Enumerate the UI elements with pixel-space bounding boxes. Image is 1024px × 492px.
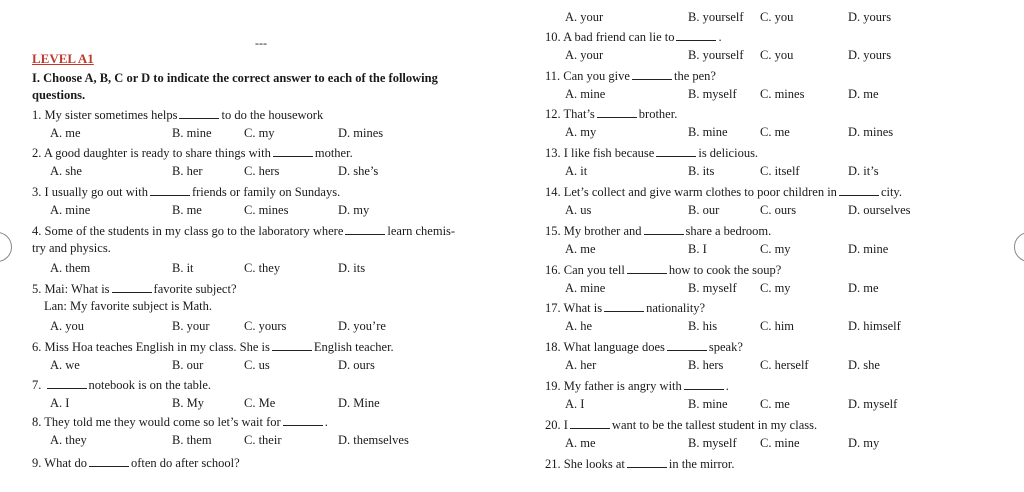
answer-option[interactable]: B. myself — [688, 281, 737, 295]
answer-blank[interactable] — [632, 68, 672, 80]
answer-option[interactable]: C. my — [760, 242, 791, 256]
question-text: What language does — [563, 340, 665, 354]
answer-option[interactable]: D. she’s — [338, 164, 379, 178]
answer-option[interactable]: A. I — [565, 397, 585, 411]
question-line — [32, 184, 340, 200]
question-line — [32, 414, 328, 430]
answer-option[interactable]: D. me — [848, 281, 879, 295]
answer-option[interactable]: A. he — [565, 319, 593, 333]
answer-option[interactable]: B. yourself — [688, 48, 744, 62]
answer-option[interactable]: A. them — [50, 261, 91, 275]
answer-option[interactable]: A. me — [50, 126, 81, 140]
answer-option[interactable]: C. mines — [244, 203, 289, 217]
question-line — [32, 107, 323, 123]
answer-option[interactable]: A. we — [50, 358, 80, 372]
question-text: I — [563, 418, 568, 432]
question-text: in the mirror. — [668, 457, 735, 471]
answer-option[interactable]: A. she — [50, 164, 82, 178]
answer-option[interactable]: A. your — [565, 10, 604, 24]
answer-blank[interactable] — [150, 184, 190, 196]
question-number: 3. — [32, 185, 42, 199]
question-line — [545, 145, 758, 161]
answer-option[interactable]: C. Me — [244, 396, 276, 410]
answer-option[interactable]: C. me — [760, 125, 790, 139]
answer-option[interactable]: B. his — [688, 319, 718, 333]
header-dash: --- — [255, 36, 267, 50]
question-text: friends or family on Sundays. — [191, 185, 341, 199]
answer-option[interactable]: B. mine — [688, 397, 728, 411]
answer-option[interactable]: D. my — [338, 203, 370, 217]
instruction-heading: I. Choose A, B, C or D to indicate the correct answer to each of the following questions. — [32, 71, 438, 102]
answer-option[interactable]: C. me — [760, 397, 790, 411]
question-continuation: try and physics. — [32, 241, 111, 255]
answer-option[interactable]: B. My — [172, 396, 204, 410]
answer-option[interactable]: B. I — [688, 242, 707, 256]
question-text: Some of the students in my class go to the laboratory where — [44, 224, 344, 238]
answer-blank[interactable] — [604, 300, 644, 312]
answer-option[interactable]: C. my — [760, 281, 791, 295]
answer-blank[interactable] — [179, 107, 219, 119]
answer-blank[interactable] — [345, 223, 385, 235]
answer-blank[interactable] — [839, 184, 879, 196]
answer-option[interactable]: C. you — [760, 48, 794, 62]
answer-option[interactable]: D. myself — [848, 397, 898, 411]
answer-option[interactable]: B. our — [688, 203, 720, 217]
question-number: 2. — [32, 146, 42, 160]
answer-option[interactable]: B. it — [172, 261, 194, 275]
answer-option[interactable]: B. hers — [688, 358, 724, 372]
answer-option[interactable]: A. mine — [50, 203, 91, 217]
answer-blank[interactable] — [627, 262, 667, 274]
question-text: speak? — [708, 340, 743, 354]
answer-option[interactable]: B. its — [688, 164, 715, 178]
question-text: favorite subject? — [153, 282, 237, 296]
answer-option[interactable]: C. my — [244, 126, 275, 140]
answer-option[interactable]: A. us — [565, 203, 592, 217]
question-line — [32, 455, 240, 471]
question-line — [545, 29, 722, 45]
answer-option[interactable]: D. yours — [848, 48, 892, 62]
question-text: to do the housework — [221, 108, 324, 122]
answer-option[interactable]: C. mines — [760, 87, 805, 101]
question-line — [32, 145, 353, 161]
answer-option[interactable]: A. her — [565, 358, 597, 372]
answer-option[interactable]: D. my — [848, 436, 880, 450]
answer-option[interactable]: D. yours — [848, 10, 892, 24]
question-line — [32, 339, 394, 355]
question-number: 17. — [545, 301, 561, 315]
answer-blank[interactable] — [112, 281, 152, 293]
answer-option[interactable]: B. her — [172, 164, 203, 178]
question-number: 9. — [32, 456, 42, 470]
question-number: 4. — [32, 224, 42, 238]
answer-blank[interactable] — [644, 223, 684, 235]
answer-option[interactable]: C. they — [244, 261, 281, 275]
question-text: mother. — [314, 146, 353, 160]
answer-option[interactable]: D. ourselves — [848, 203, 911, 217]
question-text: Can you tell — [563, 263, 625, 277]
question-text: I like fish because — [563, 146, 655, 160]
answer-blank[interactable] — [89, 455, 129, 467]
question-text: English teacher. — [313, 340, 394, 354]
question-number: 20. — [545, 418, 561, 432]
question-text: She looks at — [563, 457, 625, 471]
answer-option[interactable]: A. mine — [565, 87, 606, 101]
answer-blank[interactable] — [656, 145, 696, 157]
answer-option[interactable]: C. itself — [760, 164, 800, 178]
question-number: 10. — [545, 30, 561, 44]
question-number: 7. — [32, 378, 42, 392]
answer-option[interactable]: D. me — [848, 87, 879, 101]
question-text: . — [718, 30, 722, 44]
answer-blank[interactable] — [667, 339, 707, 351]
page-hole-right — [1014, 232, 1024, 262]
question-continuation: Lan: My favorite subject is Math. — [44, 299, 213, 313]
question-text: A bad friend can lie to — [563, 30, 675, 44]
answer-option[interactable]: C. him — [760, 319, 795, 333]
question-line — [545, 262, 781, 278]
question-text: My brother and — [563, 224, 642, 238]
question-line — [545, 106, 677, 122]
question-text: My father is angry with — [563, 379, 682, 393]
question-text: learn chemis- — [387, 224, 456, 238]
answer-option[interactable]: D. she — [848, 358, 880, 372]
question-number: 13. — [545, 146, 561, 160]
answer-option[interactable]: C. mine — [760, 436, 800, 450]
answer-option[interactable]: D. mine — [848, 242, 889, 256]
question-text: want to be the tallest student in my class. — [611, 418, 818, 432]
answer-option[interactable]: A. me — [565, 436, 596, 450]
question-text: Can you give — [563, 69, 630, 83]
question-line — [545, 68, 716, 84]
question-line — [545, 184, 902, 200]
answer-option[interactable]: D. mines — [848, 125, 894, 139]
answer-option[interactable]: C. hers — [244, 164, 280, 178]
question-text: the pen? — [673, 69, 716, 83]
answer-option[interactable]: D. you’re — [338, 319, 386, 333]
question-text: often do after school? — [130, 456, 240, 470]
answer-option[interactable]: C. us — [244, 358, 270, 372]
question-number: 21. — [545, 457, 561, 471]
answer-blank[interactable] — [272, 339, 312, 351]
answer-blank[interactable] — [627, 456, 667, 468]
answer-blank[interactable] — [676, 29, 716, 41]
answer-blank[interactable] — [283, 414, 323, 426]
answer-option[interactable]: B. myself — [688, 436, 737, 450]
question-text: nationality? — [646, 301, 706, 315]
answer-option[interactable]: A. they — [50, 433, 87, 447]
question-text: Mai: What is — [44, 282, 110, 296]
answer-option[interactable]: D. Mine — [338, 396, 380, 410]
answer-option[interactable]: D. it’s — [848, 164, 879, 178]
answer-option[interactable]: A. you — [50, 319, 85, 333]
answer-option[interactable]: C. you — [760, 10, 794, 24]
answer-option[interactable]: B. mine — [172, 126, 212, 140]
question-text: Miss Hoa teaches English in my class. She is — [44, 340, 270, 354]
answer-option[interactable]: D. ours — [338, 358, 375, 372]
question-number: 1. — [32, 108, 42, 122]
question-text: That’s — [563, 107, 595, 121]
answer-blank[interactable] — [597, 106, 637, 118]
question-text: . — [324, 415, 328, 429]
answer-option[interactable]: C. yours — [244, 319, 287, 333]
answer-option[interactable]: B. yourself — [688, 10, 744, 24]
question-line — [545, 378, 729, 394]
question-text: What is — [563, 301, 603, 315]
question-text: A good daughter is ready to share things with — [43, 146, 271, 160]
question-text: I usually go out with — [44, 185, 148, 199]
question-number: 18. — [545, 340, 561, 354]
answer-option[interactable]: B. our — [172, 358, 204, 372]
question-line — [32, 223, 455, 239]
question-line — [32, 377, 211, 393]
answer-option[interactable]: C. ours — [760, 203, 797, 217]
question-number: 19. — [545, 379, 561, 393]
question-text: They told me they would come so let’s wait for — [44, 415, 281, 429]
answer-option[interactable]: D. themselves — [338, 433, 409, 447]
question-number: 16. — [545, 263, 561, 277]
answer-blank[interactable] — [273, 145, 313, 157]
page-hole-left — [0, 232, 12, 262]
answer-option[interactable]: B. myself — [688, 87, 737, 101]
question-number: 11. — [545, 69, 561, 83]
answer-option[interactable]: A. me — [565, 242, 596, 256]
answer-option[interactable]: A. mine — [565, 281, 606, 295]
answer-option[interactable]: D. its — [338, 261, 366, 275]
question-text: . — [725, 379, 729, 393]
answer-option[interactable]: A. your — [565, 48, 604, 62]
question-line — [545, 300, 705, 316]
answer-option[interactable]: A. it — [565, 164, 588, 178]
question-line — [32, 281, 237, 297]
answer-option[interactable]: B. your — [172, 319, 210, 333]
question-number: 15. — [545, 224, 561, 238]
question-text: how to cook the soup? — [668, 263, 782, 277]
question-number: 6. — [32, 340, 42, 354]
answer-option[interactable]: D. mines — [338, 126, 384, 140]
question-line — [545, 417, 817, 433]
answer-blank[interactable] — [684, 378, 724, 390]
answer-option[interactable]: A. my — [565, 125, 597, 139]
answer-option[interactable]: A. I — [50, 396, 70, 410]
question-line — [545, 339, 743, 355]
question-line — [545, 223, 771, 239]
question-text: city. — [880, 185, 902, 199]
question-number: 8. — [32, 415, 42, 429]
question-number: 5. — [32, 282, 42, 296]
question-line — [545, 456, 734, 472]
answer-option[interactable]: C. herself — [760, 358, 809, 372]
question-text: My sister sometimes helps — [44, 108, 178, 122]
question-number: 14. — [545, 185, 561, 199]
answer-option[interactable]: C. their — [244, 433, 282, 447]
answer-blank[interactable] — [47, 377, 87, 389]
answer-option[interactable]: D. himself — [848, 319, 901, 333]
question-text: brother. — [638, 107, 678, 121]
question-text: notebook is on the table. — [88, 378, 212, 392]
answer-blank[interactable] — [570, 417, 610, 429]
answer-option[interactable]: B. mine — [688, 125, 728, 139]
question-text: Let’s collect and give warm clothes to poor children in — [563, 185, 837, 199]
question-text: is delicious. — [698, 146, 759, 160]
question-text: share a bedroom. — [685, 224, 772, 238]
answer-option[interactable]: B. them — [172, 433, 212, 447]
level-title: LEVEL A1 — [32, 51, 94, 66]
answer-option[interactable]: B. me — [172, 203, 202, 217]
question-number: 12. — [545, 107, 561, 121]
question-text: What do — [44, 456, 87, 470]
